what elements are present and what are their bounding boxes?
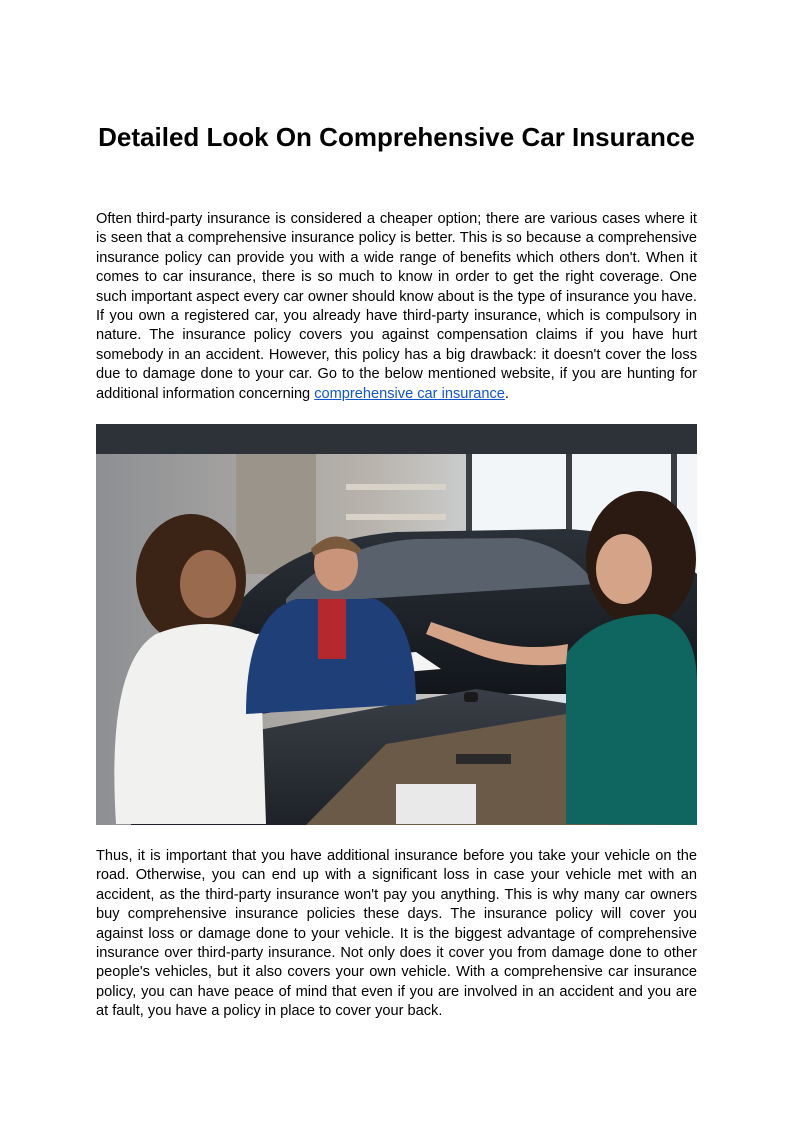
intro-text-end: .	[504, 385, 509, 402]
comprehensive-insurance-link[interactable]: comprehensive car insurance	[314, 385, 505, 402]
dealership-photo-illustration	[96, 424, 697, 825]
intro-text: Often third-party insurance is considered a cheaper option; there are various cases where it is seen that a comprehensive insurance policy is better. This is so because a comprehensive insurance policy can provide you with a wide range of benefits which others don't. When it comes to car insurance, there is so much to know in order to get the right coverage. One such important aspect every car owner should know about is the type of insurance you have. If you own a registered car, you already have third-party insurance, which is compulsory in nature. The insurance policy covers you against compensation claims if you have hurt somebody in an accident. However, this policy has a big drawback: it doesn't cover the loss due to damage done to your car. Go to the below mentioned website, if you are hunting for additional information concerning	[96, 211, 697, 402]
dealership-photo	[96, 424, 697, 825]
body-paragraph: Thus, it is important that you have additional insurance before you take your vehicle on the road. Otherwise, you can end up with a significant loss in case your vehicle met with an accident, as the third-party insurance won't pay you anything. This is why many car owners buy comprehensive insurance policies these days. The insurance policy will cover you against loss or damage done to your vehicle. It is the biggest advantage of comprehensive insurance over third-party insurance. Not only does it cover you from damage done to other people's vehicles, but it also covers your own vehicle. With a comprehensive car insurance policy, you can have peace of mind that even if you are involved in an accident and you are at fault, you have a policy in place to cover your back.	[96, 848, 697, 1020]
intro-paragraph	[96, 210, 697, 404]
page-title: Detailed Look On Comprehensive Car Insurance	[98, 122, 695, 152]
